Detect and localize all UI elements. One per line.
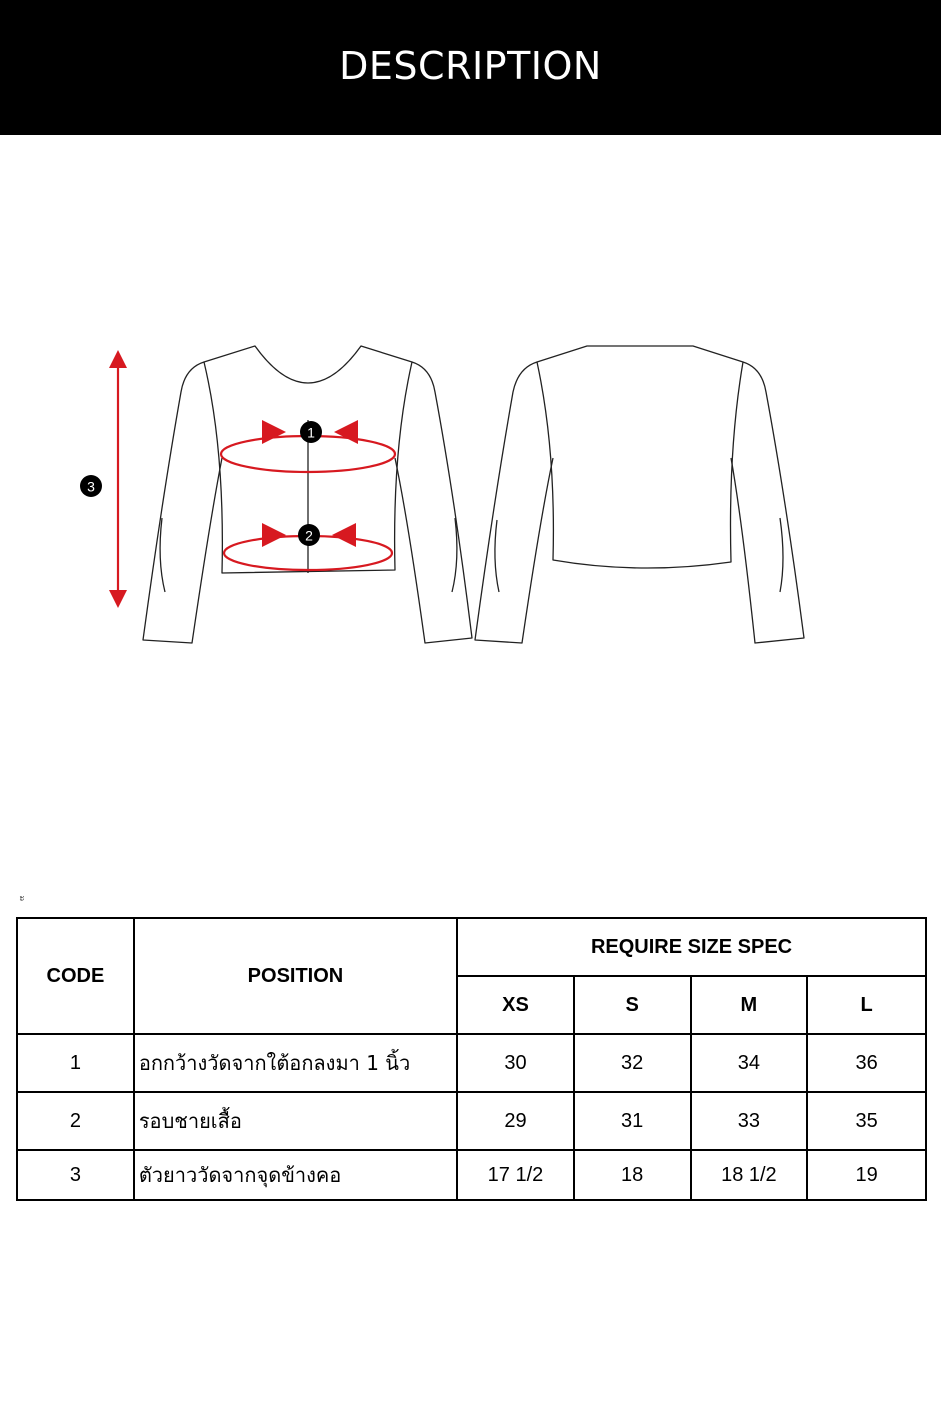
table-row bbox=[17, 1092, 926, 1150]
back-left-sleeve bbox=[475, 362, 553, 643]
row-position: ตัวยาววัดจากจุดข้างคอ bbox=[134, 1150, 457, 1200]
page-title: DESCRIPTION bbox=[339, 43, 602, 88]
row-value-xs: 30 bbox=[457, 1034, 574, 1092]
front-view bbox=[143, 346, 472, 643]
header-bar bbox=[0, 0, 941, 135]
header-size-xs: XS bbox=[457, 976, 574, 1034]
row-value-xs: 29 bbox=[457, 1092, 574, 1150]
arrow-1-right bbox=[334, 420, 358, 444]
size-spec-table bbox=[16, 917, 927, 1201]
back-right-sleeve bbox=[731, 362, 804, 643]
table-row bbox=[17, 1150, 926, 1200]
header-size-m: M bbox=[691, 976, 808, 1034]
row-value-m: 18 1/2 bbox=[691, 1150, 808, 1200]
row-code: 3 bbox=[17, 1150, 134, 1200]
row-value-xs: 17 1/2 bbox=[457, 1150, 574, 1200]
row-position: อกกว้างวัดจากใต้อกลงมา 1 นิ้ว bbox=[134, 1034, 457, 1092]
marker-2 bbox=[298, 524, 320, 546]
row-position: รอบชายเสื้อ bbox=[134, 1092, 457, 1150]
row-code: 1 bbox=[17, 1034, 134, 1092]
header-size-l: L bbox=[807, 976, 926, 1034]
header-size-s: S bbox=[574, 976, 691, 1034]
row-value-l: 35 bbox=[807, 1092, 926, 1150]
back-view bbox=[475, 346, 804, 643]
row-value-s: 32 bbox=[574, 1034, 691, 1092]
header-position: POSITION bbox=[134, 918, 457, 1034]
row-code: 2 bbox=[17, 1092, 134, 1150]
length-arrow bbox=[109, 350, 127, 608]
marker-2-label: 2 bbox=[305, 527, 313, 544]
table-row bbox=[17, 1034, 926, 1092]
row-value-l: 19 bbox=[807, 1150, 926, 1200]
header-require-size-spec: REQUIRE SIZE SPEC bbox=[457, 918, 926, 976]
marker-1-label: 1 bbox=[307, 424, 315, 441]
header-code: CODE bbox=[17, 918, 134, 1034]
stray-mark: ะ bbox=[19, 891, 25, 904]
row-value-s: 18 bbox=[574, 1150, 691, 1200]
row-value-s: 31 bbox=[574, 1092, 691, 1150]
marker-3-label: 3 bbox=[87, 478, 95, 495]
row-value-m: 34 bbox=[691, 1034, 808, 1092]
marker-1 bbox=[300, 421, 322, 443]
row-value-m: 33 bbox=[691, 1092, 808, 1150]
arrow-2-right bbox=[332, 523, 356, 547]
arrow-1-left bbox=[262, 420, 286, 444]
front-right-sleeve bbox=[395, 362, 472, 643]
back-body-outline bbox=[537, 346, 743, 568]
front-left-sleeve bbox=[143, 362, 222, 643]
arrow-2-left bbox=[262, 523, 286, 547]
garment-diagram bbox=[0, 300, 941, 680]
row-value-l: 36 bbox=[807, 1034, 926, 1092]
marker-3 bbox=[80, 475, 102, 497]
